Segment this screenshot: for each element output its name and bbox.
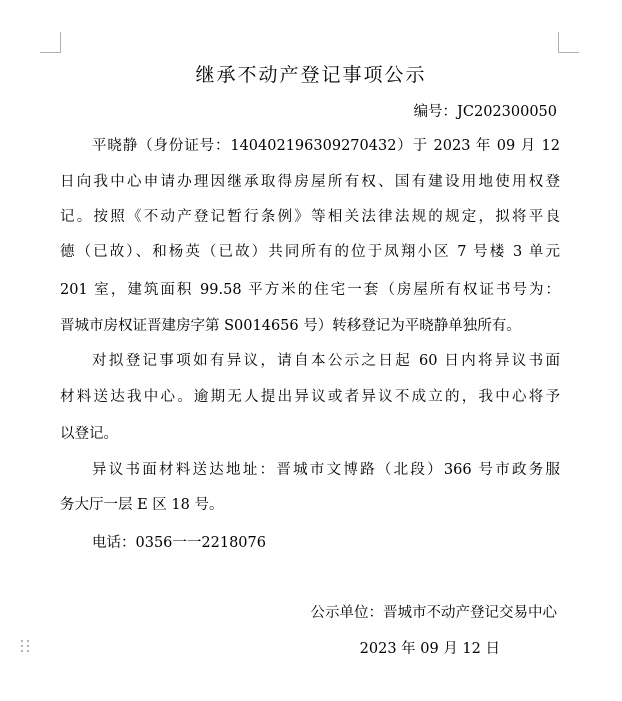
page-corner-top-right [558,32,579,53]
date-line: 2023 年 09 月 12 日 [359,641,500,657]
document-title: 继承不动产登记事项公示 [195,64,427,86]
serial-number: 编号：JC202300050 [413,104,557,120]
paragraph-line: 平晓静（身份证号：140402196309270432）于 2023 年 09 月 12 [92,138,560,154]
paragraph-line: 记。按照《不动产登记暂行条例》等相关法律法规的规定，拟将平良 [60,209,560,225]
page-corner-top-left [40,32,61,53]
publisher-line: 公示单位：晋城市不动产登记交易中心 [310,605,557,621]
paragraph-line: 对拟登记事项如有异议，请自本公示之日起 60 日内将异议书面 [92,353,560,369]
paragraph-line: 晋城市房权证晋建房字第 S0014656 号）转移登记为平晓静单独所有。 [60,318,521,334]
paragraph-line: 德（已故）、和杨英（已故）共同所有的位于凤翔小区 7 号楼 3 单元 [60,244,560,260]
paragraph-line: 日向我中心申请办理因继承取得房屋所有权、国有建设用地使用权登 [60,174,560,190]
phone-line: 电话：0356一一2218076 [92,535,266,551]
paragraph-line: 以登记。 [60,426,118,442]
paragraph-line: 异议书面材料送达地址：晋城市文博路（北段）366 号市政务服 [92,462,560,478]
drag-handle-icon[interactable] [21,640,31,654]
paragraph-line: 材料送达我中心。逾期无人提出异议或者异议不成立的，我中心将予 [60,389,560,405]
paragraph-line: 务大厅一层 E 区 18 号。 [60,497,224,513]
paragraph-line: 201 室，建筑面积 99.58 平方米的住宅一套（房屋所有权证书号为： [60,282,560,298]
